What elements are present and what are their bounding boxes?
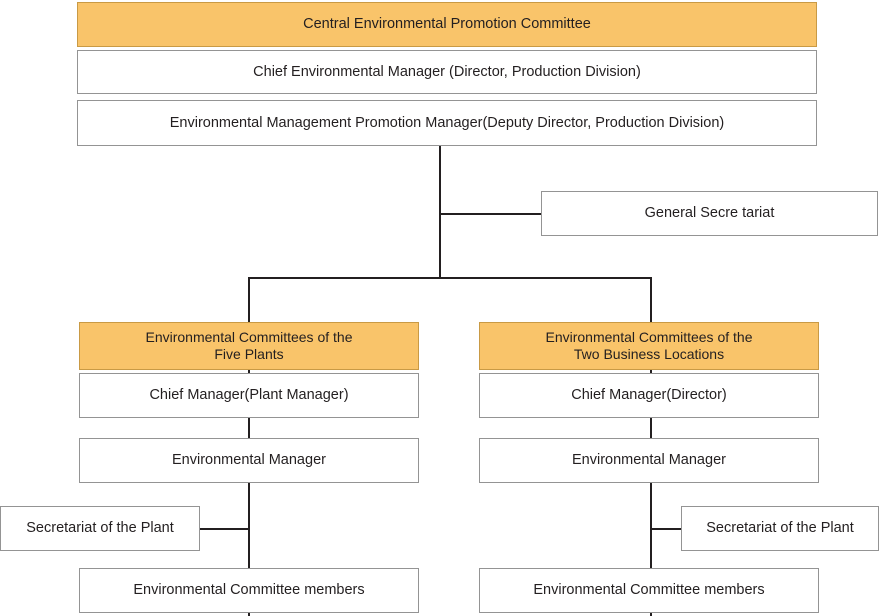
node-two-locations-chief-manager[interactable]: Chief Manager(Director) [479,373,819,418]
node-five-plants-environmental-manager[interactable]: Environmental Manager [79,438,419,483]
node-general-secretariat[interactable]: General Secre tariat [541,191,878,236]
node-central-committee[interactable]: Central Environmental Promotion Committee [77,2,817,47]
connector-horizontal-branch [248,277,651,279]
node-two-locations-committee-members[interactable]: Environmental Committee members [479,568,819,613]
connector-vertical-right-branch [650,277,652,323]
connector-vertical-left-branch [248,277,250,323]
node-two-locations-environmental-manager[interactable]: Environmental Manager [479,438,819,483]
node-five-plants-secretariat[interactable]: Secretariat of the Plant [0,506,200,551]
node-two-locations-committee-line1: Environmental Committees of the [545,329,753,346]
node-five-plants-committee[interactable] [79,322,419,370]
node-two-locations-secretariat[interactable]: Secretariat of the Plant [681,506,879,551]
node-environmental-promotion-manager[interactable]: Environmental Management Promotion Manager(Deputy Director, Production Division) [77,100,817,146]
node-two-locations-committee-line2: Two Business Locations [573,346,725,362]
node-chief-environmental-manager[interactable]: Chief Environmental Manager (Director, Production Division) [77,50,817,94]
connector-horizontal-secretariat [439,213,541,215]
node-five-plants-chief-manager[interactable]: Chief Manager(Plant Manager) [79,373,419,418]
connector-left-secretariat [200,528,249,530]
node-five-plants-committee-line1: Environmental Committees of the [145,329,353,346]
node-five-plants-committee-line2: Five Plants [214,346,284,362]
node-two-locations-committee[interactable] [479,322,819,370]
node-five-plants-committee-members[interactable]: Environmental Committee members [79,568,419,613]
connector-right-secretariat [650,528,682,530]
connector-vertical-main [439,146,441,278]
